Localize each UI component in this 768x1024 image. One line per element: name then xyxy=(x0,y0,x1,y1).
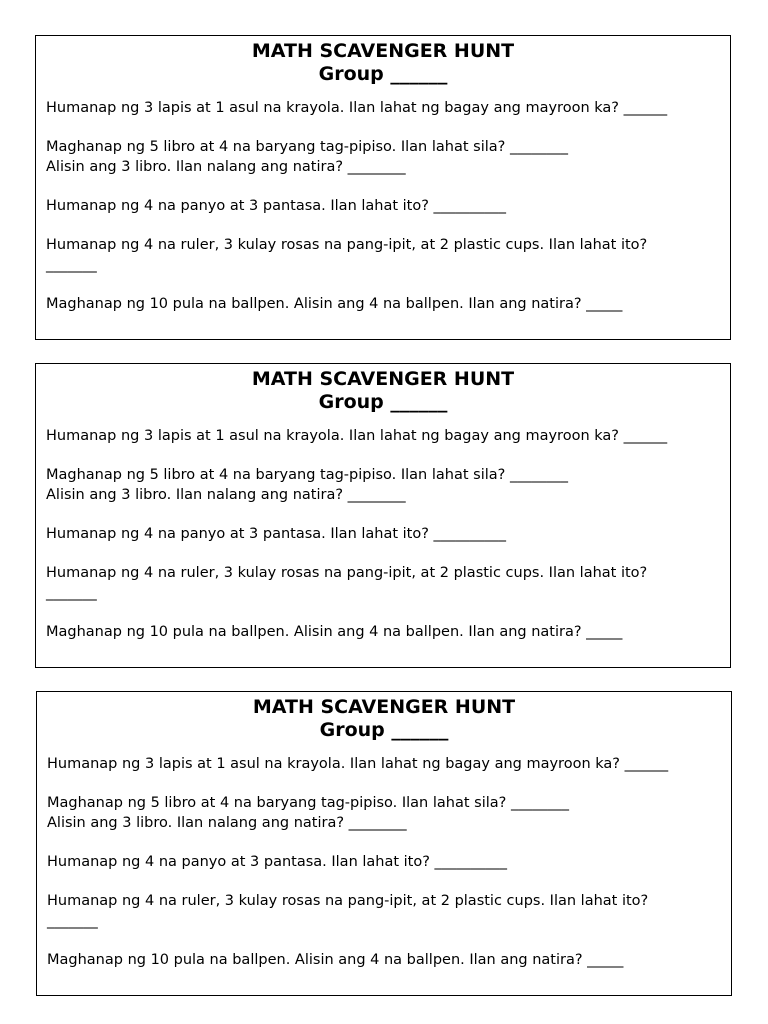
question-4 xyxy=(46,564,720,603)
question-1: Humanap ng 3 lapis at 1 asul na krayola. Ilan lahat ng bagay ang mayroon ka? ______ xyxy=(46,100,668,116)
question-5: Maghanap ng 10 pula na ballpen. Alisin ang 4 na ballpen. Ilan ang natira? _____ xyxy=(46,295,623,312)
question-3: Humanap ng 4 na panyo at 3 pantasa. Ilan lahat ito? __________ xyxy=(47,853,508,870)
question-4-blank: _______ xyxy=(46,256,97,273)
question-2 xyxy=(47,794,721,833)
worksheet-card-3 xyxy=(36,691,732,996)
question-5: Maghanap ng 10 pula na ballpen. Alisin ang 4 na ballpen. Ilan ang natira? _____ xyxy=(47,951,624,968)
question-2-part-a: Maghanap ng 5 libro at 4 na baryang tag-pipiso. Ilan lahat sila? ________ xyxy=(46,139,568,156)
worksheet-card-1 xyxy=(35,35,731,340)
question-4-text: Humanap ng 4 na ruler, 3 kulay rosas na pang-ipit, at 2 plastic cups. Ilan lahat ito? xyxy=(46,237,648,254)
question-list xyxy=(46,427,720,643)
question-3: Humanap ng 4 na panyo at 3 pantasa. Ilan lahat ito? __________ xyxy=(46,197,507,214)
card-title: MATH SCAVENGER HUNT xyxy=(251,368,515,390)
question-2 xyxy=(46,466,720,505)
question-2 xyxy=(46,138,720,177)
question-2-part-a: Maghanap ng 5 libro at 4 na baryang tag-pipiso. Ilan lahat sila? ________ xyxy=(47,795,569,812)
question-2-part-b: Alisin ang 3 libro. Ilan nalang ang natira? ________ xyxy=(47,814,407,831)
group-label: Group ______ xyxy=(318,63,448,85)
question-4-blank: _______ xyxy=(47,912,98,929)
group-label: Group ______ xyxy=(318,391,448,413)
card-title: MATH SCAVENGER HUNT xyxy=(251,40,515,62)
question-2-part-b: Alisin ang 3 libro. Ilan nalang ang natira? ________ xyxy=(46,486,406,503)
group-label: Group ______ xyxy=(319,719,449,741)
question-2-part-b: Alisin ang 3 libro. Ilan nalang ang natira? ________ xyxy=(46,158,406,175)
question-3: Humanap ng 4 na panyo at 3 pantasa. Ilan lahat ito? __________ xyxy=(46,525,507,542)
question-4-text: Humanap ng 4 na ruler, 3 kulay rosas na pang-ipit, at 2 plastic cups. Ilan lahat ito? xyxy=(47,893,649,910)
question-list xyxy=(47,755,721,971)
question-4 xyxy=(47,892,721,931)
question-1: Humanap ng 3 lapis at 1 asul na krayola. Ilan lahat ng bagay ang mayroon ka? ______ xyxy=(46,428,668,444)
question-list xyxy=(46,99,720,315)
question-2-part-a: Maghanap ng 5 libro at 4 na baryang tag-pipiso. Ilan lahat sila? ________ xyxy=(46,467,568,484)
question-4-blank: _______ xyxy=(46,584,97,601)
question-4-text: Humanap ng 4 na ruler, 3 kulay rosas na pang-ipit, at 2 plastic cups. Ilan lahat ito? xyxy=(46,565,648,582)
question-1: Humanap ng 3 lapis at 1 asul na krayola. Ilan lahat ng bagay ang mayroon ka? ______ xyxy=(47,756,669,772)
question-4 xyxy=(46,236,720,275)
question-5: Maghanap ng 10 pula na ballpen. Alisin ang 4 na ballpen. Ilan ang natira? _____ xyxy=(46,623,623,640)
card-title: MATH SCAVENGER HUNT xyxy=(252,696,516,718)
worksheet-card-2 xyxy=(35,363,731,668)
